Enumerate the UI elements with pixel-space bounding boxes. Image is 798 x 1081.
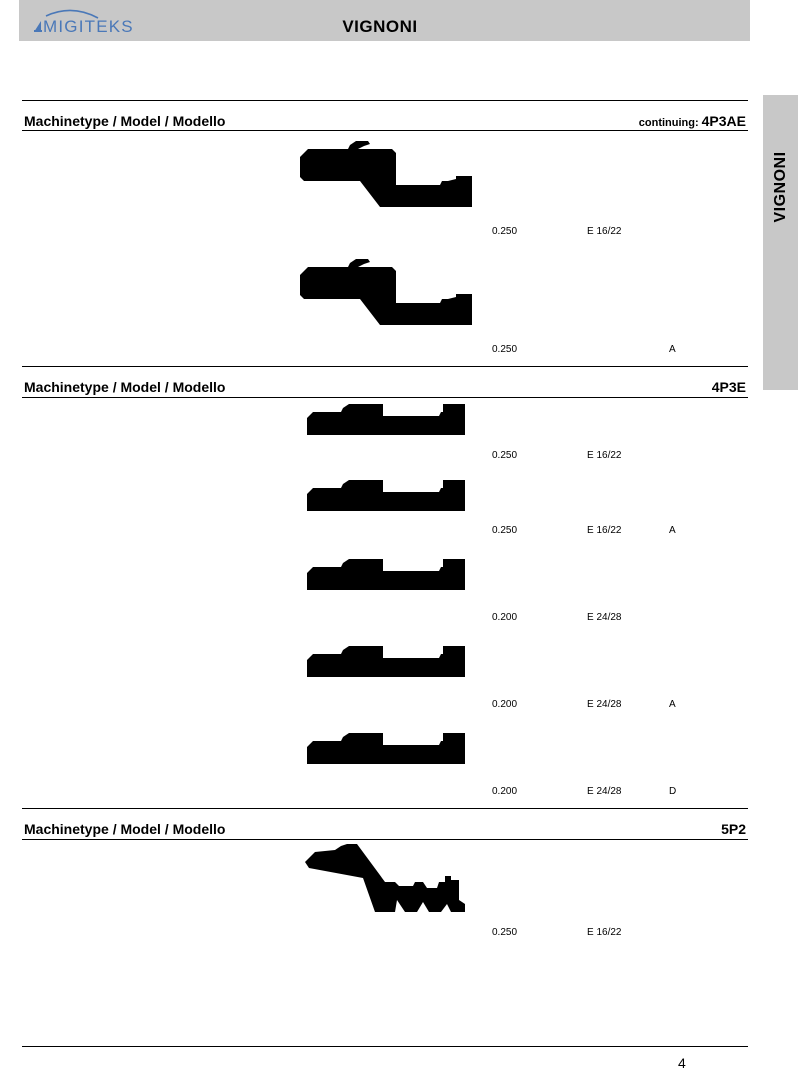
spec-value: E 24/28 (587, 786, 622, 797)
section-label: Machinetype / Model / Modello (24, 113, 226, 129)
spec-value: E 24/28 (587, 612, 622, 623)
section-divider (22, 100, 748, 101)
spec-value: E 16/22 (587, 226, 622, 237)
code-value: A (669, 525, 676, 536)
profile-drawing (307, 731, 465, 765)
side-tab-label: VIGNONI (771, 151, 789, 223)
profile-drawing (307, 557, 465, 591)
spec-value: E 16/22 (587, 927, 622, 938)
gauge-value: 0.250 (492, 525, 518, 536)
section-model (712, 379, 746, 395)
gauge-value: 0.200 (492, 699, 518, 710)
spec-value: E 24/28 (587, 699, 622, 710)
profile-drawing (305, 842, 465, 914)
section-divider (22, 808, 748, 809)
page-number: 4 (678, 1055, 686, 1071)
code-value: A (669, 344, 676, 355)
profile-drawing (307, 402, 465, 436)
page-title: VIGNONI (342, 17, 418, 36)
continuing-label: continuing: (638, 117, 699, 129)
code-value: A (669, 699, 676, 710)
section-divider (22, 130, 748, 131)
gauge-value: 0.200 (492, 612, 518, 623)
gauge-value: 0.200 (492, 786, 518, 797)
section-label: Machinetype / Model / Modello (24, 821, 226, 837)
profile-drawing (307, 478, 465, 512)
profile-drawing (300, 257, 472, 325)
section-label: Machinetype / Model / Modello (24, 379, 226, 395)
gauge-value: 0.250 (492, 344, 518, 355)
model-code: 4P3E (711, 379, 746, 395)
svg-text:MIGITEKS: MIGITEKS (43, 17, 134, 36)
section-model (721, 821, 746, 837)
code-value: D (669, 786, 677, 797)
spec-value: E 16/22 (587, 525, 622, 536)
model-code: 5P2 (721, 821, 746, 837)
section-model (639, 113, 746, 129)
gauge-value: 0.250 (492, 927, 518, 938)
section-divider (22, 397, 748, 398)
section-divider (22, 366, 748, 367)
footer-divider (22, 1046, 748, 1047)
profile-drawing (307, 644, 465, 678)
spec-value: E 16/22 (587, 450, 622, 461)
profile-drawing (300, 139, 472, 207)
gauge-value: 0.250 (492, 450, 518, 461)
section-divider (22, 839, 748, 840)
side-tab (763, 95, 798, 390)
gauge-value: 0.250 (492, 226, 518, 237)
model-code: 4P3AE (701, 113, 746, 129)
